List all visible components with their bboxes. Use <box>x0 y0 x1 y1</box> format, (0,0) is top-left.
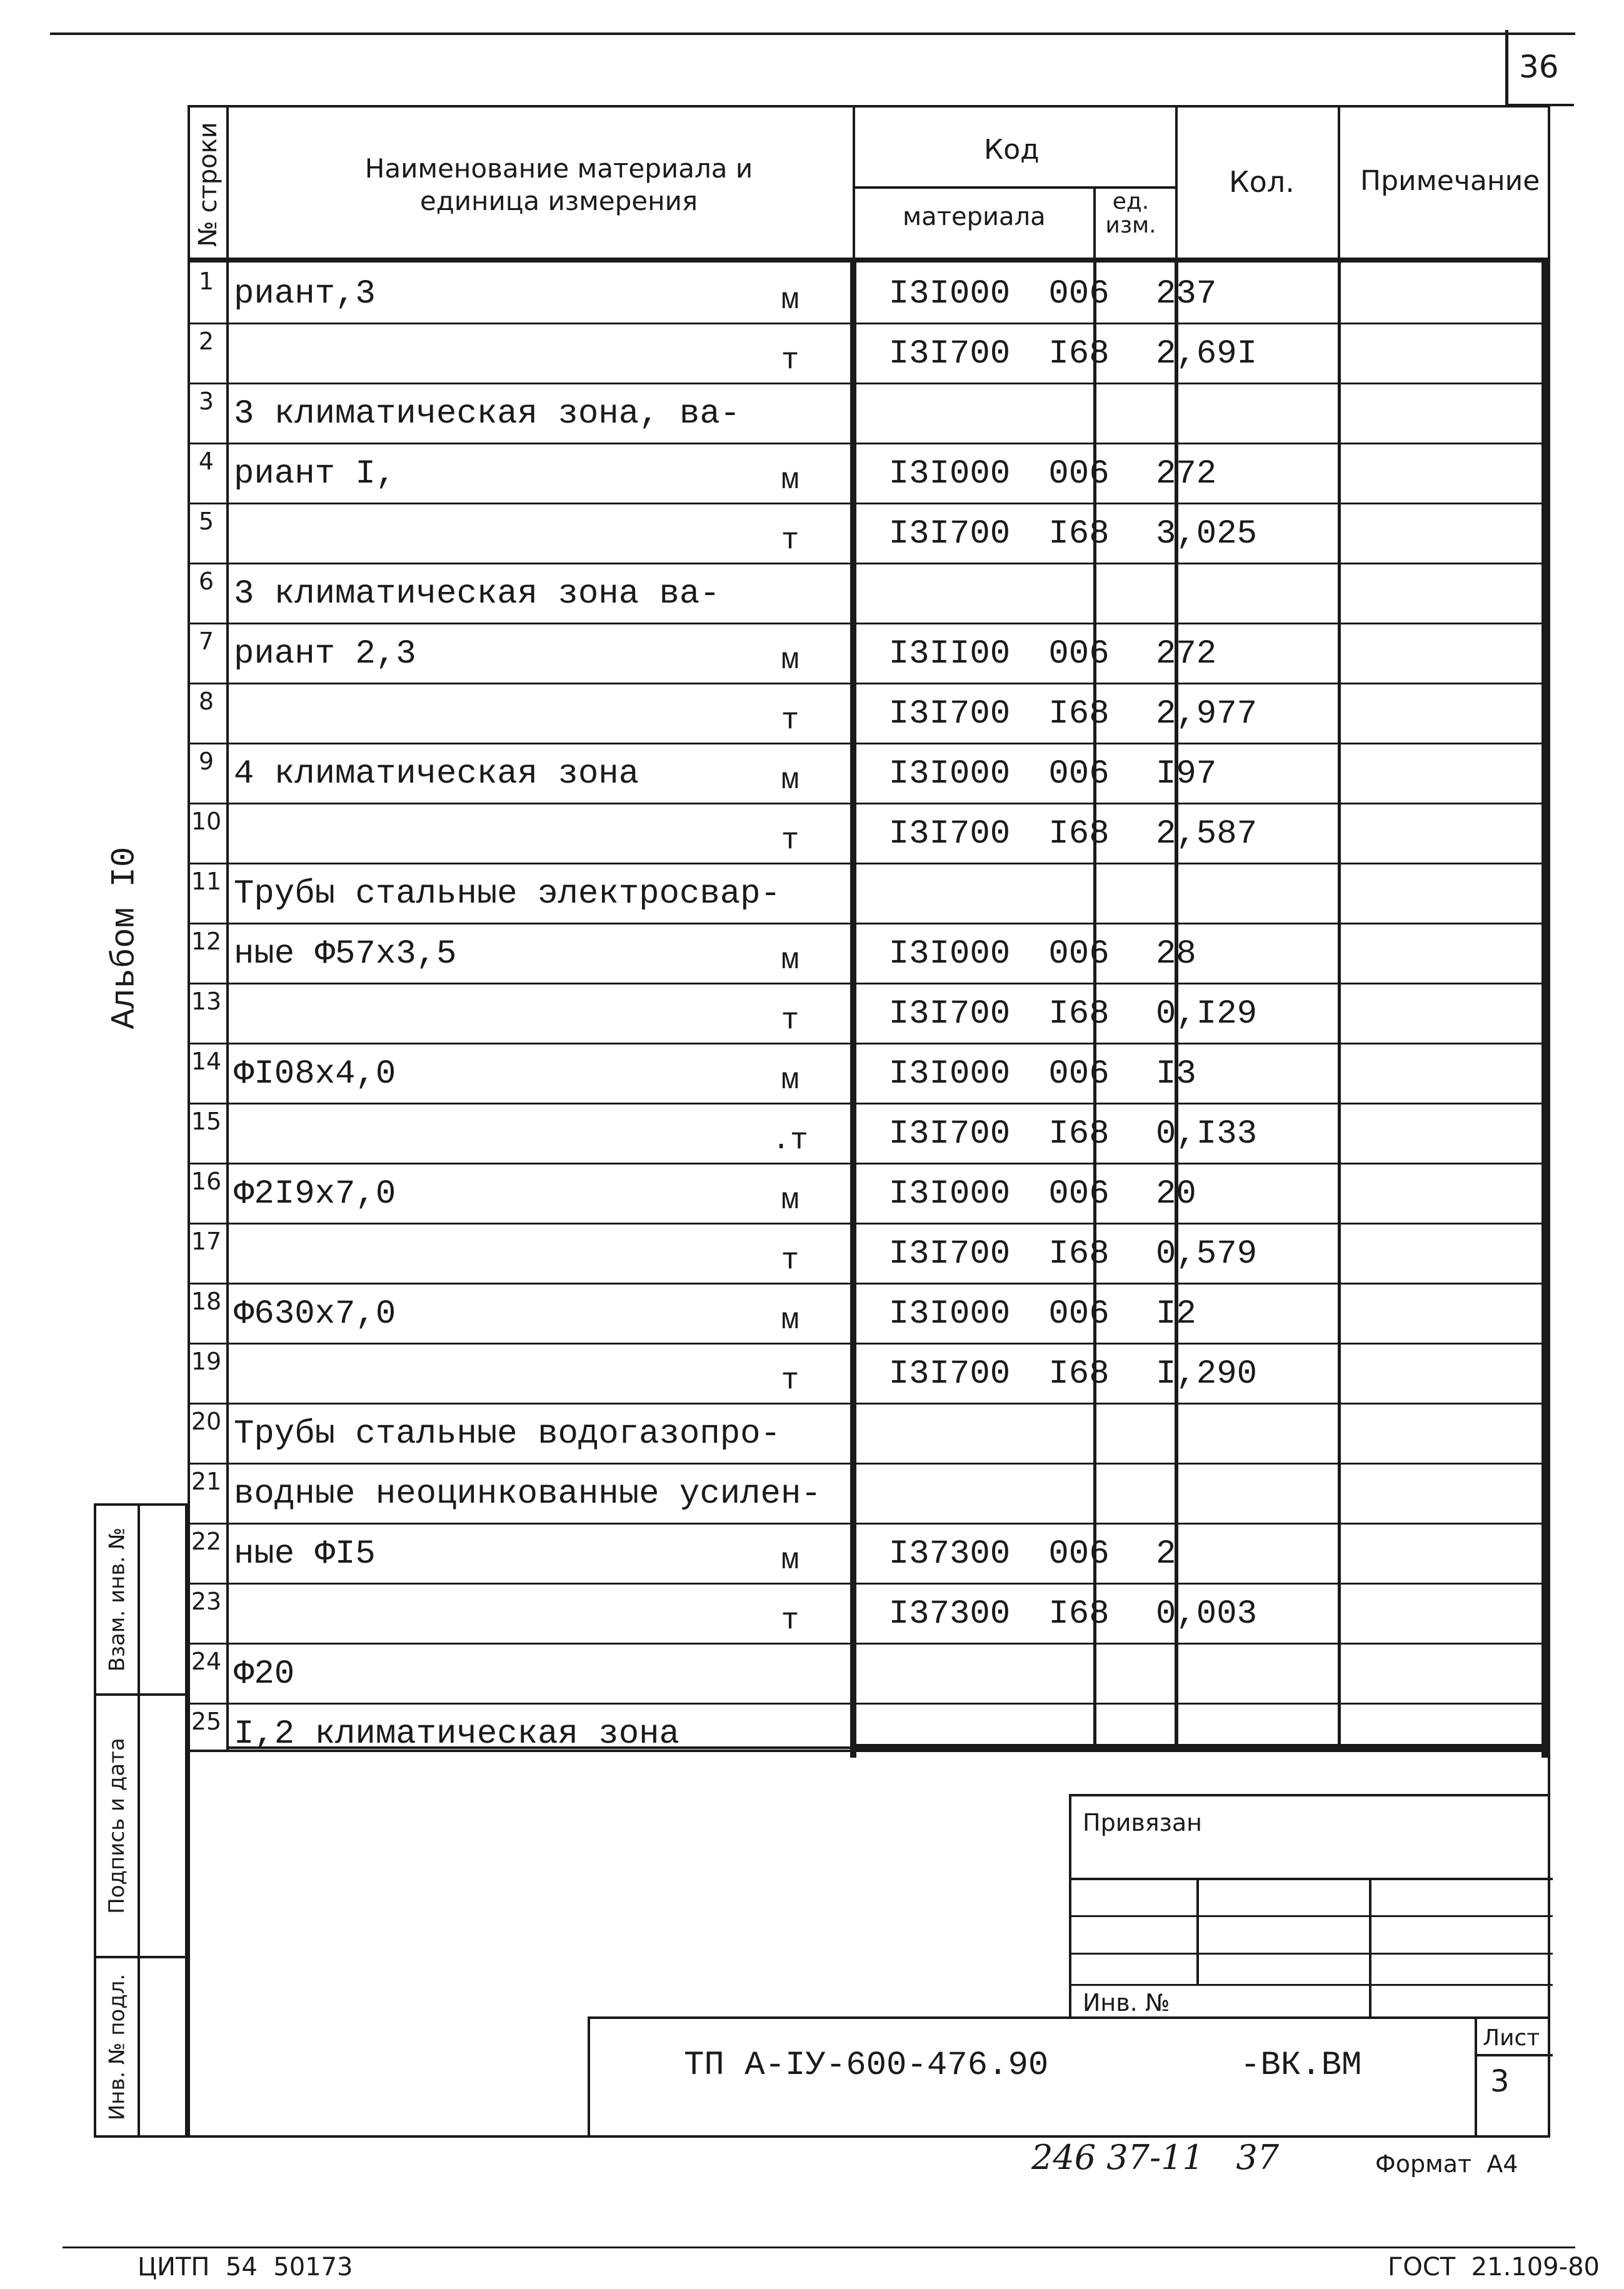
side-stamp-divider <box>138 1506 140 2135</box>
row-separator <box>190 1283 1548 1285</box>
row-separator <box>190 1703 1548 1705</box>
footer-rule <box>63 2246 1575 2248</box>
row-separator <box>190 1643 1548 1645</box>
table-row: 23 т I37300 I68 0,003 <box>191 1588 1258 1638</box>
album-label: Альбом I0 <box>106 846 144 1029</box>
header-name: Наименование материала и единица измерения <box>364 153 753 216</box>
page-number-divider <box>1505 30 1508 104</box>
row-separator <box>190 983 1548 984</box>
table-row: 9 4 климатическая зона м I3I000 006 I97 <box>198 748 1217 798</box>
page-number: 36 <box>1519 49 1559 85</box>
header-row-no: № строки <box>194 121 223 247</box>
row-separator <box>190 1463 1548 1465</box>
spec-table <box>188 105 1550 1752</box>
doc-title-block <box>588 2016 1550 2138</box>
frame-left-lower <box>188 1750 190 2138</box>
table-row: 2 т I3I700 I68 2,69I <box>198 328 1258 378</box>
row-separator <box>190 683 1548 684</box>
code-subheader-line <box>853 186 1176 189</box>
table-row: 18 Ф630х7,0 м I3I000 006 I2 <box>191 1288 1196 1338</box>
table-body <box>190 263 1548 1753</box>
col-line-name <box>853 108 855 261</box>
privyazan-col <box>1369 1878 1371 2019</box>
header-qty: Кол. <box>1229 165 1295 199</box>
handwritten-note: 246 37-11 37 <box>1031 2138 1280 2177</box>
header-unit: ед. изм. <box>1105 189 1156 238</box>
row-separator <box>190 623 1548 624</box>
top-rule <box>50 33 1575 35</box>
table-row: 17 т I3I700 I68 0,579 <box>191 1228 1258 1278</box>
table-row: 5 т I3I700 I68 3,025 <box>198 508 1258 558</box>
format-label: Формат А4 <box>1375 2150 1518 2178</box>
sheet-label: Лист <box>1483 2025 1540 2051</box>
privyazan-label: Привязан <box>1083 1809 1202 1836</box>
row-separator <box>190 503 1548 504</box>
row-separator <box>190 743 1548 744</box>
header-note: Примечание <box>1360 165 1540 197</box>
inv-podl-label: Инв. № подл. <box>104 1973 130 2120</box>
table-row: 6 3 климатическая зона ва- <box>198 568 720 613</box>
privyazan-col <box>1196 1878 1199 1985</box>
row-separator <box>190 1343 1548 1345</box>
col-line-code <box>1175 108 1178 261</box>
table-row: 25 I,2 климатическая зона <box>191 1708 679 1753</box>
table-row: 8 т I3I700 I68 2,977 <box>198 688 1258 738</box>
inv-no-label: Инв. № <box>1083 1989 1170 2016</box>
table-row: 11 Трубы стальные электросвар- <box>191 868 781 913</box>
footer-right: ГОСТ 21.109-80 <box>1388 2253 1600 2281</box>
table-row: 12 ные Ф57х3,5 м I3I000 006 28 <box>191 928 1196 978</box>
table-row: 15 .т I3I700 I68 0,I33 <box>191 1108 1258 1158</box>
row-separator <box>190 1223 1548 1225</box>
row-separator <box>190 383 1548 384</box>
table-row: 10 т I3I700 I68 2,587 <box>191 808 1258 858</box>
sheet-col-line <box>1475 2019 1477 2138</box>
table-row: 16 Ф2I9х7,0 м I3I000 006 20 <box>191 1168 1196 1218</box>
header-code: Код <box>984 134 1040 166</box>
doc-code: ТП А-IУ-600-476.90 <box>684 2046 1049 2085</box>
row-separator <box>190 443 1548 444</box>
sheet-label-line <box>1475 2054 1553 2056</box>
table-row: 22 ные ФI5 м I37300 006 2 <box>191 1528 1176 1578</box>
table-row: 20 Трубы стальные водогазопро- <box>191 1408 781 1453</box>
row-separator <box>190 1163 1548 1165</box>
privyazan-block <box>1069 1794 1550 2019</box>
privyazan-line <box>1071 1953 1553 1955</box>
header-material: материала <box>903 203 1046 231</box>
podpis-data-label: Подпись и дата <box>104 1738 130 1914</box>
sheet-number: 3 <box>1490 2064 1510 2099</box>
table-row: 3 3 климатическая зона, ва- <box>198 388 741 433</box>
row-separator <box>190 1403 1548 1405</box>
table-row: 7 риант 2,3 м I3II00 006 272 <box>198 628 1217 678</box>
row-separator <box>190 803 1548 804</box>
row-separator <box>190 1103 1548 1104</box>
row-separator <box>190 1523 1548 1525</box>
privyazan-line <box>1071 1915 1553 1917</box>
privyazan-line <box>1071 1878 1553 1880</box>
row-separator <box>190 923 1548 924</box>
table-row: 4 риант I, м I3I000 006 272 <box>198 448 1217 498</box>
row-separator <box>190 1583 1548 1585</box>
table-row: 24 Ф20 <box>191 1648 295 1693</box>
col-line-qty <box>1338 108 1340 261</box>
table-row: 21 водные неоцинкованные усилен- <box>191 1468 821 1513</box>
row-separator <box>190 1043 1548 1044</box>
side-stamp <box>94 1503 188 2138</box>
table-row: 14 ФI08х4,0 м I3I000 006 I3 <box>191 1048 1196 1098</box>
footer-left: ЦИТП 54 50173 <box>138 2253 353 2281</box>
table-row: 13 т I3I700 I68 0,I29 <box>191 988 1258 1038</box>
table-header <box>190 108 1548 261</box>
row-separator <box>190 863 1548 864</box>
vzam-inv-label: Взам. инв. № <box>104 1527 130 1672</box>
doc-suffix: -ВК.ВМ <box>1240 2046 1362 2085</box>
col-line-unit <box>1093 188 1096 261</box>
table-row: 1 риант,3 м I3I000 006 237 <box>198 268 1217 318</box>
row-separator <box>190 563 1548 564</box>
table-row: 19 т I3I700 I68 I,290 <box>191 1348 1258 1398</box>
row-separator <box>190 323 1548 324</box>
privyazan-line <box>1071 1984 1553 1986</box>
